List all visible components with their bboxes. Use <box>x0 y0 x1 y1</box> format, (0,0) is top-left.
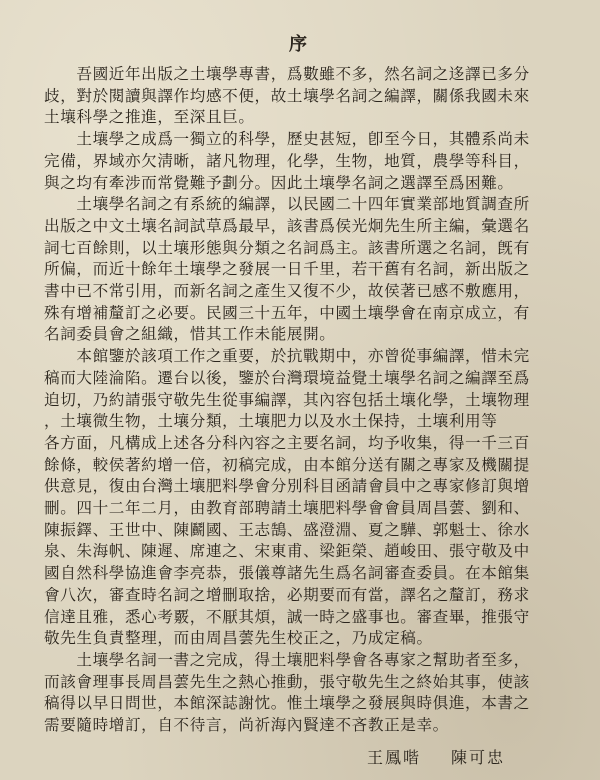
text-line: 泉、朱海帆、陳遲、席連之、宋東甫、梁鉅榮、趙峻田、張守敬及中 <box>44 542 530 561</box>
preface-body <box>44 64 574 737</box>
text-line: 而該會理事長周昌蕓先生之熱心推動，張守敬先生之終始其事，使該 <box>44 672 530 691</box>
text-line: 土壤學之成爲一獨立的科學，歷史甚短，卽至今日，其體系尚未 <box>44 130 530 149</box>
text-line: 歧，對於閱讀與譯作均感不便，故土壤學名詞之編譯，關係我國未來 <box>44 86 530 105</box>
text-line: 詞七百餘則，以土壤形態與分類之名詞爲主。該書所選之名詞，旣有 <box>44 238 530 257</box>
text-line: 會八次，審查時名詞之增刪取捨，必期要而有當，譯名之釐訂，務求 <box>44 585 530 604</box>
text-line: 完備，界域亦欠淸晰，諸凡物理，化學，生物，地質，農學等科目， <box>44 151 530 170</box>
text-line: 書中已不常引用，而新名詞之產生又復不少，故侯著已感不敷應用， <box>44 282 530 301</box>
paragraph-5 <box>44 650 574 737</box>
text-line: 與之均有牽涉而常覺難予劃分。因此土壤學名詞之選譯至爲困難。 <box>44 173 514 192</box>
text-line: 供意見，復由台灣土壤肥料學會分別科目函請會員中之專家修訂與增 <box>44 477 530 496</box>
text-line: 土壤科學之推進，至深且巨。 <box>44 108 255 127</box>
text-line: 土壤學名詞之有系統的編譯，以民國二十四年實業部地質調查所 <box>44 195 530 214</box>
text-line: 餘條，較侯著約增一倍，初稿完成，由本館分送有關之專家及機關提 <box>44 455 530 474</box>
signatory-name: 陳可忠 <box>450 748 505 767</box>
preface-title: 序 <box>289 34 311 55</box>
text-line: 信達且雅，悉心考覈，不厭其煩，誠一時之盛事也。審查畢，推張守 <box>44 607 530 626</box>
text-line: 名詞委員會之組織，惜其工作未能展開。 <box>44 325 336 344</box>
text-line: 稿得以早日問世，本館深誌謝忱。惟土壤學之發展與時俱進，本書之 <box>44 694 530 713</box>
text-line: 吾國近年出版之土壤學專書，爲數雖不多，然名詞之迻譯已多分 <box>44 65 530 83</box>
text-line: 刪。四十二年二月，由教育部聘請土壤肥料學會會員周昌蕓、劉和、 <box>44 499 530 518</box>
text-line: 出版之中文土壤名詞試草爲最早，該書爲侯光炯先生所主編，彙選名 <box>44 216 530 235</box>
paragraph-1 <box>44 64 574 129</box>
text-line: 國自然科學協進會李亮恭，張儀尊諸先生爲名詞審查委員。在本館集 <box>44 564 530 583</box>
text-line: 殊有增補釐訂之必要。民國三十五年，中國土壤學會在南京成立，有 <box>44 303 530 322</box>
text-line: 所偏，而近十餘年土壤學之發展一日千里，若干舊有名詞，新出版之 <box>44 260 530 279</box>
text-line: 各方面，凡構成上述各分科內容之主要名詞，均予收集，得一千三百 <box>44 433 530 452</box>
text-line: 稿而大陸淪陷。遷台以後，鑒於台灣環境益覺土壤學名詞之編譯至爲 <box>44 368 530 387</box>
signatory-name: 王鳳喈 <box>366 748 421 767</box>
text-line: 陳振鐸、王世中、陳鬬國、王志鵠、盛澄淵、夏之驊、郭魁士、徐水 <box>44 520 530 539</box>
paragraph-3 <box>44 194 574 346</box>
text-line: 需要隨時增訂，自不待言，尚祈海內賢達不吝教正是幸。 <box>44 716 449 735</box>
text-line: ，土壤微生物，土壤分類，土壤肥力以及水土保持，土壤利用等 <box>44 412 498 431</box>
paragraph-2 <box>44 129 574 194</box>
text-line: 土壤學名詞一書之完成，得土壤肥料學會各專家之幫助者至多， <box>44 650 530 669</box>
paragraph-4 <box>44 346 574 650</box>
text-line: 本館鑒於該項工作之重要，於抗戰期中，亦曾從事編譯，惜未完 <box>44 347 530 366</box>
text-line: 迫切，乃約請張守敬先生從事編譯，其內容包括土壤化學，土壤物理 <box>44 390 530 409</box>
signature <box>367 745 505 768</box>
text-line: 敬先生負責整理，而由周昌蕓先生校正之，乃成定稿。 <box>44 629 433 648</box>
